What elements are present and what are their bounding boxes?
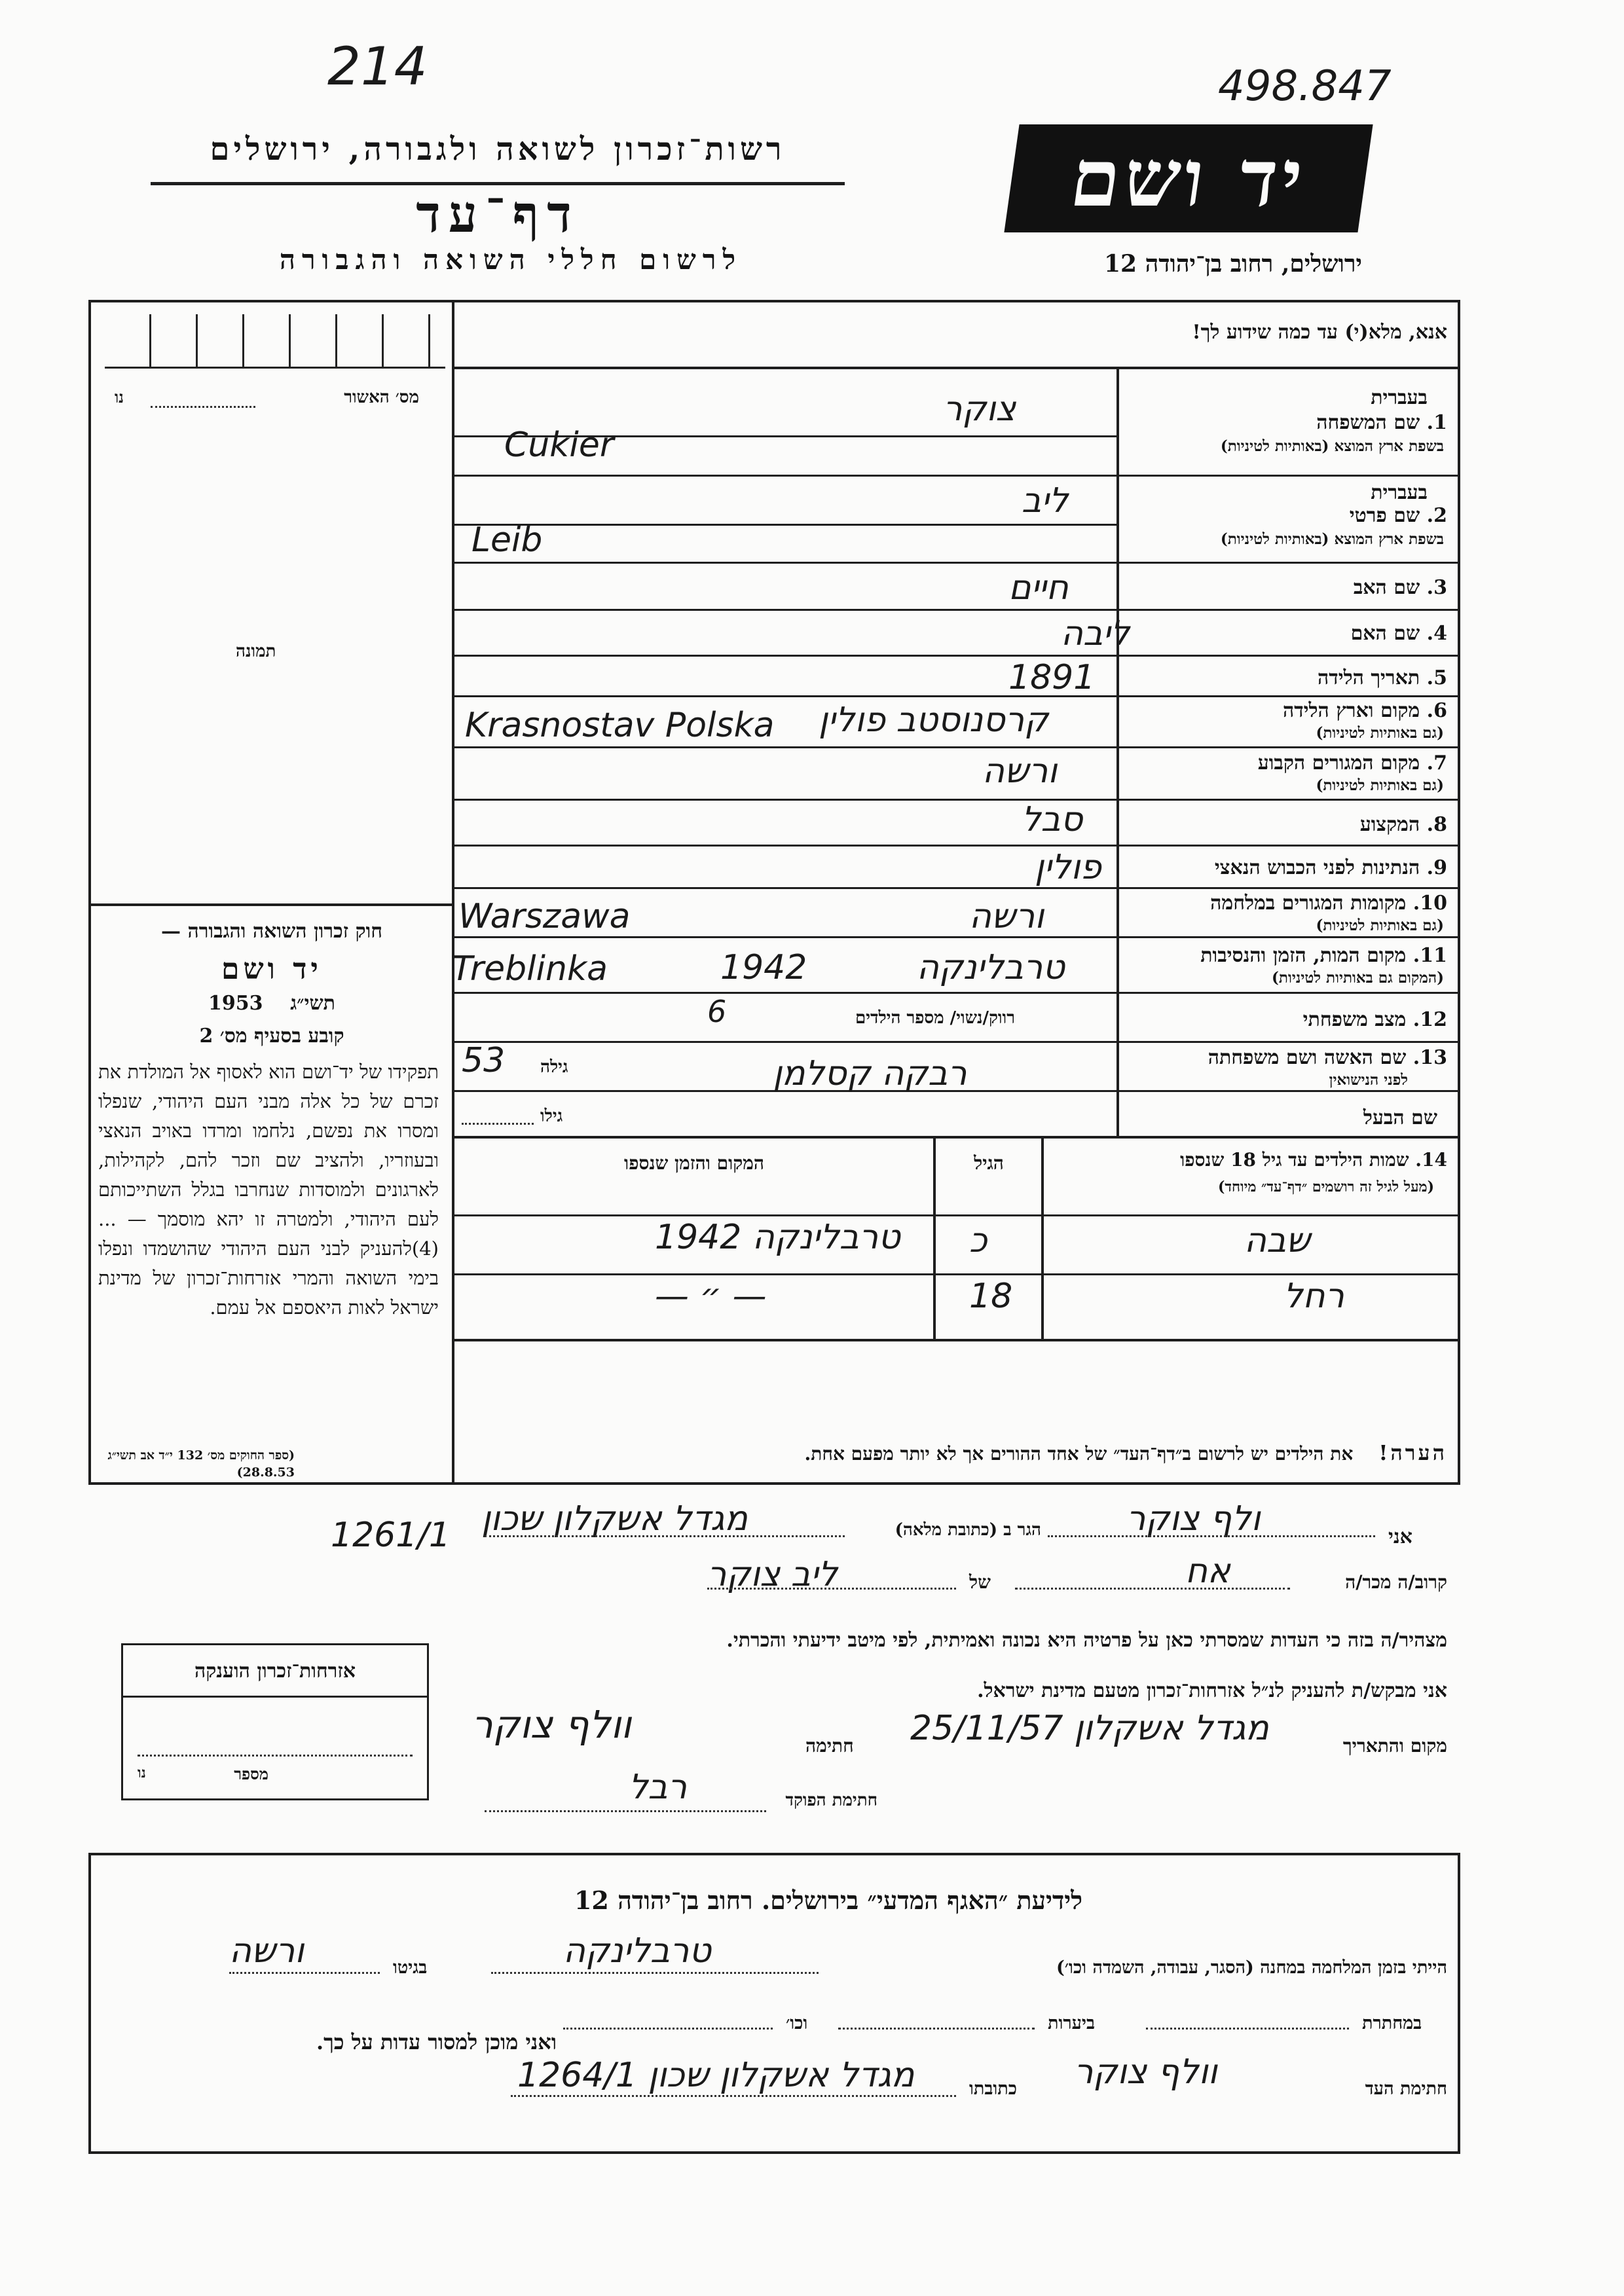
field-1-latin-value: Cukier xyxy=(504,426,614,465)
underground-label: במחתרת xyxy=(1362,2013,1422,2033)
ghetto-value: ורשה xyxy=(229,1931,304,1971)
field-1-label: 1. שם המשפחה xyxy=(1316,411,1447,434)
children-section-title: 14. שמות הילדים עד גיל 18 שנספו xyxy=(1180,1149,1447,1171)
note-label: הערה! xyxy=(1378,1440,1447,1465)
field-2-label: 2. שם פרטי xyxy=(1349,504,1447,527)
org-title: רשות־זכרון לשואה ולגבורה, ירושלים xyxy=(210,131,786,168)
bottom-title: לידיעת ״האגף המדעי״ בירושלים. רחוב בן־יהודה 12 xyxy=(574,1886,1083,1915)
field-6-label: 6. מקום וארץ הלידה xyxy=(1282,699,1447,722)
field-5-value: 1891 xyxy=(1008,658,1096,697)
officer-label: חתימת הפוקד xyxy=(785,1791,877,1810)
signature-label: חתימה xyxy=(805,1735,854,1757)
form-subtitle: לרשום חללי השואה והגבורה xyxy=(279,244,743,276)
child-1-place: טרבלינקה 1942 xyxy=(655,1218,900,1257)
relation-value: אח xyxy=(1185,1552,1230,1591)
etc-label: וכו׳ xyxy=(786,2013,808,2033)
child-2-name: רחל xyxy=(1283,1277,1344,1316)
bottom-address-label: כתובתו xyxy=(969,2079,1017,2099)
place-date-label: מקום והתאריך xyxy=(1342,1735,1447,1757)
note xyxy=(458,1440,1447,1465)
address: ירושלים, רחוב בן־יהודה 12 xyxy=(1103,250,1362,278)
field-1-sub: בשפת ארץ המוצא (באותיות לטיניות) xyxy=(1220,437,1444,455)
photo-label: תמונה xyxy=(236,642,276,661)
note-text: את הילדים יש לרשום ב״דף־העד״ של אחד ההורים אך לא יותר מפעם אחת. xyxy=(804,1443,1354,1465)
law-title: חוק זכרון השואה והגבורה — xyxy=(161,920,382,943)
form-intro: אנא, מלא(י) עד כמה שידוע לך! xyxy=(1192,321,1447,344)
field-3-value: חיים xyxy=(1008,568,1069,608)
law-name: יד ושם xyxy=(221,953,322,986)
ready-text: ואני מוכן למסור עדות על כך. xyxy=(316,2030,557,2054)
resident-label: הגר ב (כתובת מלאה) xyxy=(895,1520,1041,1540)
field-3-label: 3. שם האב xyxy=(1353,576,1447,599)
citizenship-number-suffix: נו xyxy=(138,1764,146,1781)
field-10-hebrew-value: ורשה xyxy=(969,897,1044,936)
officer-value: רבל xyxy=(629,1768,687,1807)
field-6-sub: (גם באותיות לטיניות) xyxy=(1316,724,1444,742)
field-12-children: 6 xyxy=(707,994,727,1029)
field-2-sub: בשפת ארץ המוצא (באותיות לטיניות) xyxy=(1220,530,1444,548)
field-4-value: ליבה xyxy=(1061,614,1130,653)
wife-age-value: 53 xyxy=(462,1041,506,1080)
handwritten-record-number: 498.847 xyxy=(1218,62,1392,111)
form-title: דף־עד xyxy=(416,185,580,244)
child-2-age: 18 xyxy=(969,1277,1013,1316)
ghetto-label: בגיטו xyxy=(393,1958,428,1978)
field-10-latin-value: Warszawa xyxy=(458,897,631,936)
law-text: תפקידו של יד־ושם הוא לאסוף אל המולדת את זכרם של כל אלה מבני העם היהודי, שנפלו ומסרו את נפשם, נלחמו ומרדו באויב הנאצי ובעוזריו, ולהציב שם וזכר להם, לקהילות, לארגונים ולמוסדות שנחרבו בגלל השתייכותם לעם היהודי, ולמטרה זו יהא מוסמך — ...(4)להעניק לבני העם היהודי שהושמדו ונפלו בימי השואה והמרי אזרחות־זכרון של מדינת ישראל לאות היאספם אל עמם. xyxy=(98,1061,439,1319)
signature-value: וולף צוקר xyxy=(471,1702,632,1747)
witness-sig-label: חתימת העד xyxy=(1365,2079,1447,2099)
field-7-value: ורשה xyxy=(982,752,1058,791)
field-11-label: 11. מקום המות, הזמן והנסיבות xyxy=(1200,944,1447,967)
law-year xyxy=(98,992,445,1015)
field-9-label: 9. הנתינות לפני הכבוש הנאצי xyxy=(1214,856,1447,879)
field-10-label: 10. מקומות המגורים במלחמה xyxy=(1210,892,1447,915)
field-6-latin-value: Krasnostav Polska xyxy=(465,706,775,745)
child-1-name: שבה xyxy=(1244,1221,1310,1260)
law-year-num: 1953 xyxy=(208,992,263,1015)
field-1-hebrew-value: צוקר xyxy=(943,390,1016,429)
approval-ticks xyxy=(105,314,445,369)
field-13-label: 13. שם האשה ושם משפחתה xyxy=(1208,1046,1447,1069)
husband-name-label: שם הבעל xyxy=(1363,1106,1437,1129)
declarant-address: מגדל אשקלון שכון xyxy=(481,1499,748,1539)
handwritten-reference: 1261/1 xyxy=(331,1516,451,1555)
children-section-sub: (מעל לגיל זה רושמים ״דף־עד״ מיוחד) xyxy=(1217,1178,1434,1195)
field-9-value: פולין xyxy=(1035,848,1101,887)
statement-1: מצהיר/ה בזה כי העדות שמסרתי כאן על פרטיה היא נכונה ואמיתית, לפי מיטב ידיעתי והכרתי. xyxy=(726,1629,1447,1652)
of-label: של xyxy=(969,1571,991,1593)
statement-2: אני מבקש/ת להעניק לנ״ל אזרחות־זכרון מטעם מדינת ישראל. xyxy=(977,1679,1447,1702)
camp-label: הייתי בזמן המלחמה במחנה (הסגר, עבודה, השמדה וכו׳) xyxy=(1056,1958,1447,1978)
in-hebrew-label-2: בעברית xyxy=(1371,481,1428,504)
yad-vashem-logo xyxy=(1004,124,1373,232)
field-11-latin-value: Treblinka xyxy=(452,949,608,989)
field-8-value: סבל xyxy=(1022,800,1083,839)
field-7-label: 7. מקום המגורים הקבוע xyxy=(1257,752,1447,774)
field-4-label: 4. שם האם xyxy=(1350,622,1447,645)
law-year-heb: תשי״ג xyxy=(290,992,335,1015)
place-date-value: מגדל אשקלון 25/11/57 xyxy=(910,1709,1269,1748)
approval-number-suffix: נו xyxy=(115,388,124,407)
field-2-hebrew-value: ליב xyxy=(1022,481,1069,520)
relation-label: קרוב/ה מכר/ה xyxy=(1345,1571,1447,1593)
field-13-value: רבקה קסלמן xyxy=(773,1054,967,1093)
declarant-name: ולף צוקר xyxy=(1126,1499,1261,1539)
child-1-age: כ xyxy=(969,1221,987,1260)
citizenship-box-title: אזרחות־זכרון הוענקה xyxy=(194,1660,356,1683)
field-11-hebrew-value: טרבלינקה xyxy=(917,948,1065,987)
of-value: ליב צוקר xyxy=(707,1555,838,1594)
husband-age-label: גילו xyxy=(540,1106,563,1126)
in-hebrew-label-1: בעברית xyxy=(1371,386,1428,409)
field-12-options: רווק/נשוי/ מספר הילדים xyxy=(855,1008,1015,1028)
field-2-latin-value: Leib xyxy=(471,520,543,560)
declaration-ani: אני xyxy=(1388,1525,1412,1548)
field-7-sub: (גם באותיות לטיניות) xyxy=(1316,776,1444,794)
law-section: קובע בסעיף מס׳ 2 xyxy=(199,1025,344,1048)
bottom-address-value: מגדל אשקלון שכון 1264/1 xyxy=(517,2056,915,2095)
field-13-sub: לפני הנישואין xyxy=(1329,1071,1408,1089)
field-6-hebrew-value: קרסנוסטב פולין xyxy=(819,701,1049,740)
child-2-place: — ״ — xyxy=(655,1277,767,1316)
field-11-year: 1942 xyxy=(720,948,807,987)
citizenship-number-label: מספר xyxy=(234,1764,268,1783)
field-12-label: 12. מצב משפחתי xyxy=(1302,1008,1447,1031)
law-reference: (ספר החוקים מס׳ 132 י״ד אב תשי״ג 28.8.53) xyxy=(107,1448,295,1480)
handwritten-file-number: 214 xyxy=(327,36,428,97)
approval-number-label: מס׳ האשור xyxy=(344,388,419,407)
witness-sig-value: וולף צוקר xyxy=(1074,2052,1217,2092)
field-10-sub: (גם באותיות לטיניות) xyxy=(1316,917,1444,934)
field-5-label: 5. תאריך הלידה xyxy=(1318,666,1447,689)
wife-age-label: גילה xyxy=(540,1057,568,1077)
logo-text: יד ושם xyxy=(1065,132,1312,225)
field-8-label: 8. המקצוע xyxy=(1359,813,1447,836)
children-col-place: המקום והזמן שנספו xyxy=(624,1152,764,1174)
children-col-age: הגיל xyxy=(974,1152,1004,1174)
field-11-sub: (המקום גם באותיות לטיניות) xyxy=(1272,969,1444,987)
forests-label: ביערות xyxy=(1048,2013,1096,2033)
camp-value: טרבלינקה xyxy=(563,1931,712,1971)
